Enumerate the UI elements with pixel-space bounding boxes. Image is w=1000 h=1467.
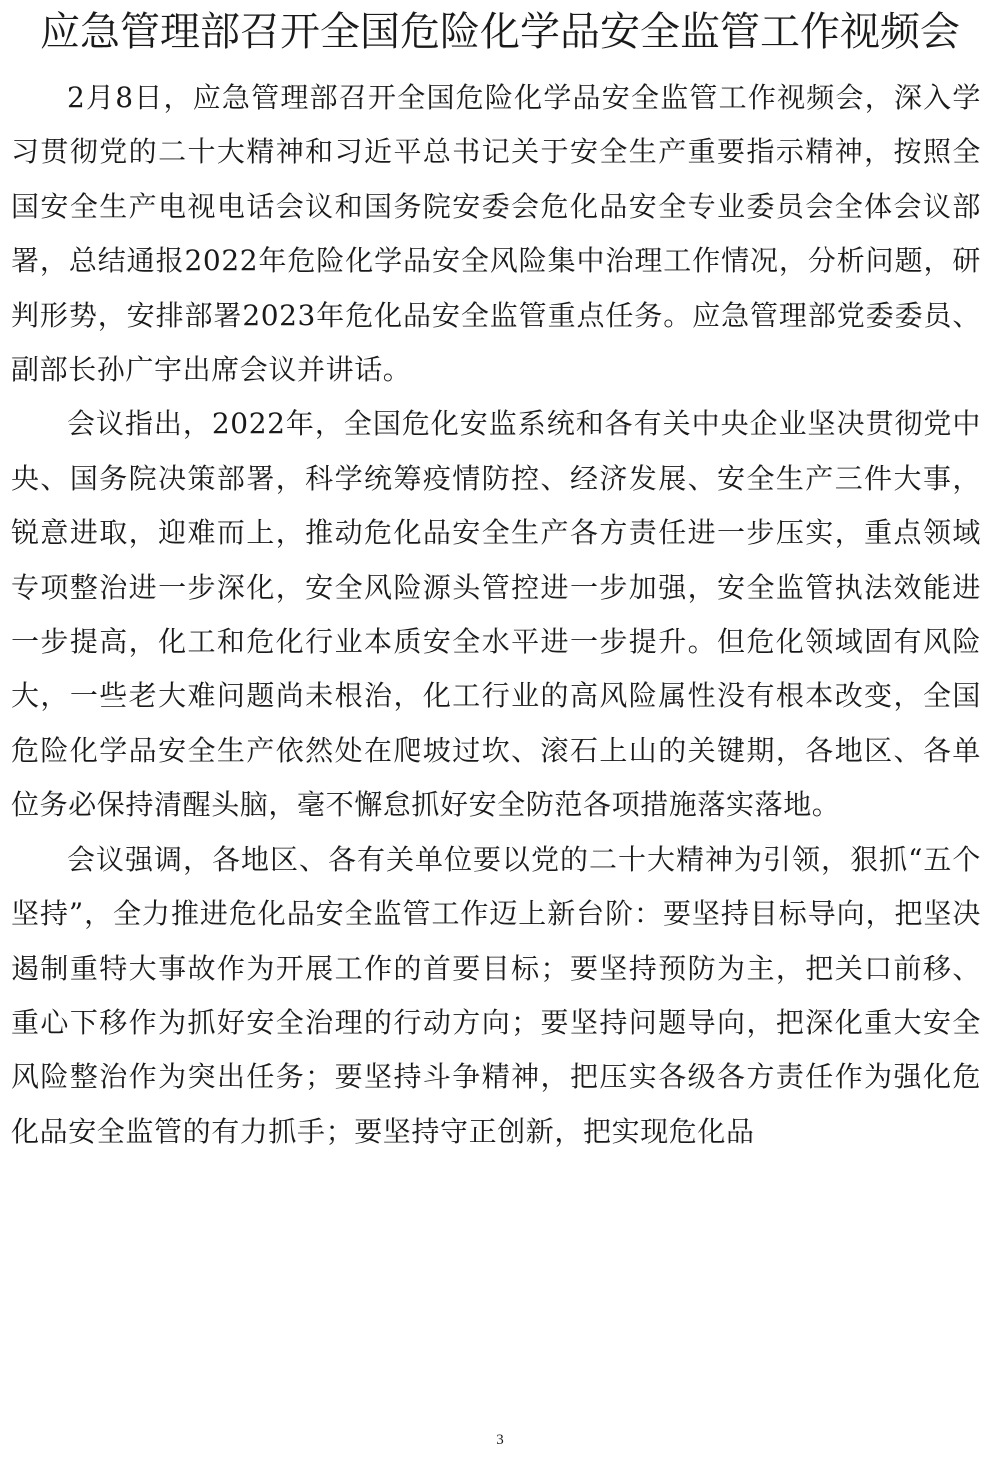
paragraph-1: 2月8日，应急管理部召开全国危险化学品安全监管工作视频会，深入学习贯彻党的二十大精神和习近平总书记关于安全生产重要指示精神，按照全国安全生产电视电话会议和国务院安委会危化品安全专业委员会全体会议部署，总结通报2022年危险化学品安全风险集中治理工作情况，分析问题，研判形势，安排部署2023年危化品安全监管重点任务。应急管理部党委委员、副部长孙广宇出席会议并讲话。 [11,81,981,387]
document-body [11,71,981,1159]
paragraph-2: 会议指出，2022年，全国危化安监系统和各有关中央企业坚决贯彻党中央、国务院决策部署，科学统筹疫情防控、经济发展、安全生产三件大事，锐意进取，迎难而上，推动危化品安全生产各方责任进一步压实，重点领域专项整治进一步深化，安全风险源头管控进一步加强，安全监管执法效能进一步提高，化工和危化行业本质安全水平进一步提升。但危化领域固有风险大，一些老大难问题尚未根治，化工行业的高风险属性没有根本改变，全国危险化学品安全生产依然处在爬坡过坎、滚石上山的关键期，各地区、各单位务必保持清醒头脑，毫不懈怠抓好安全防范各项措施落实落地。 [11,407,981,822]
document-title: 应急管理部召开全国危险化学品安全监管工作视频会 [40,9,960,55]
paragraph-3: 会议强调，各地区、各有关单位要以党的二十大精神为引领，狠抓“五个坚持”，全力推进危化品安全监管工作迈上新台阶：要坚持目标导向，把坚决遏制重特大事故作为开展工作的首要目标；要坚持预防为主，把关口前移、重心下移作为抓好安全治理的行动方向；要坚持问题导向，把深化重大安全风险整治作为突出任务；要坚持斗争精神，把压实各级各方责任作为强化危化品安全监管的有力抓手；要坚持守正创新，把实现危化品 [11,842,981,1148]
page-number: 3 [496,1432,504,1448]
